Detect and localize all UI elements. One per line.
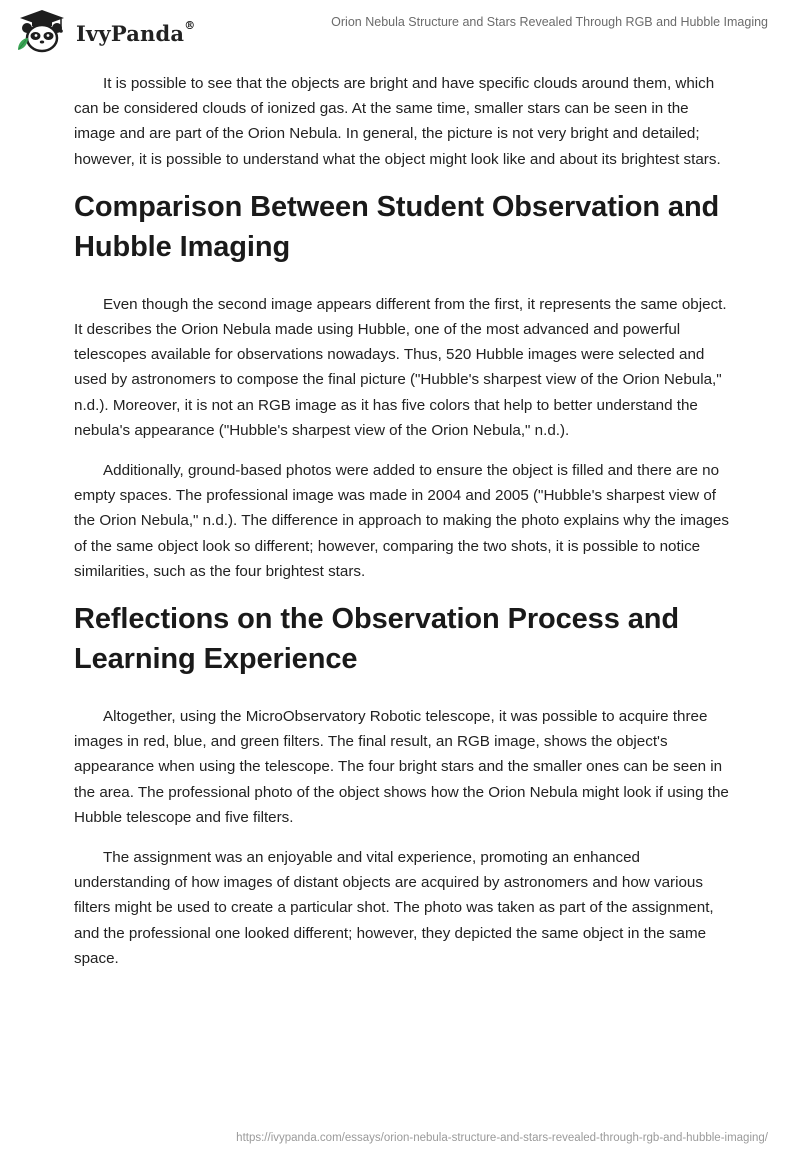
registered-mark: ®: [184, 18, 196, 32]
paragraph-2: Even though the second image appears different from the first, it represents the same object. It describes the Orion Nebula made using Hubble, one of the most advanced and powerful telescopes available for observations nowadays. Thus, 520 Hubble images were selected and used by astronomers to compose the final picture ("Hubble's sharpest view of the Orion Nebula," n.d.). Moreover, it is not an RGB image as it has five colors that help to better understand the nebula's appearance ("Hubble's sharpest view of the Orion Nebula," n.d.).: [74, 295, 727, 439]
document-title: Orion Nebula Structure and Stars Revealed Through RGB and Hubble Imaging: [331, 15, 768, 29]
page-header: [0, 0, 800, 60]
essay-content: [74, 71, 734, 986]
paragraph-3: Additionally, ground-based photos were added to ensure the object is filled and there are no empty spaces. The professional image was made in 2004 and 2005 ("Hubble's sharpest view of the Orion Nebula," n.d.). The difference in approach to making the photo explains why the images of the same object look so different; however, comparing the two shots, it is possible to notice similarities, such as the four brightest stars.: [74, 462, 729, 580]
paragraph-5: The assignment was an enjoyable and vital experience, promoting an enhanced understanding of how images of distant objects are acquired by astronomers and how various filters might be used to create a particular shot. The photo was taken as part of the assignment, and the professional one looked different; however, they depicted the same object in the same space.: [74, 849, 714, 967]
paragraph-4: Altogether, using the MicroObservatory Robotic telescope, it was possible to acquire three images in red, blue, and green filters. The final result, an RGB image, shows the object's appearance when using the telescope. The four bright stars and the smaller ones can be seen in the area. The professional photo of the object shows how the Orion Nebula might look if using the Hubble telescope and five filters.: [74, 708, 729, 826]
section-heading-comparison: Comparison Between Student Observation and Hubble Imaging: [74, 190, 720, 263]
brand-logo[interactable]: [14, 8, 195, 54]
section-heading-reflections: Reflections on the Observation Process and Learning Experience: [74, 603, 679, 676]
panda-logo-icon: [14, 8, 70, 54]
brand-name: IvyPanda®: [76, 18, 196, 46]
source-url-link[interactable]: https://ivypanda.com/essays/orion-nebula-structure-and-stars-revealed-through-rgb-and-hubble-imaging/: [236, 1132, 768, 1144]
paragraph-1: It is possible to see that the objects are bright and have specific clouds around them, which can be considered clouds of ionized gas. At the same time, smaller stars can be seen in the image and are part of the Orion Nebula. In general, the picture is not very bright and detailed; however, it is possible to understand what the object might look like and about its brightest stars.: [74, 75, 721, 168]
